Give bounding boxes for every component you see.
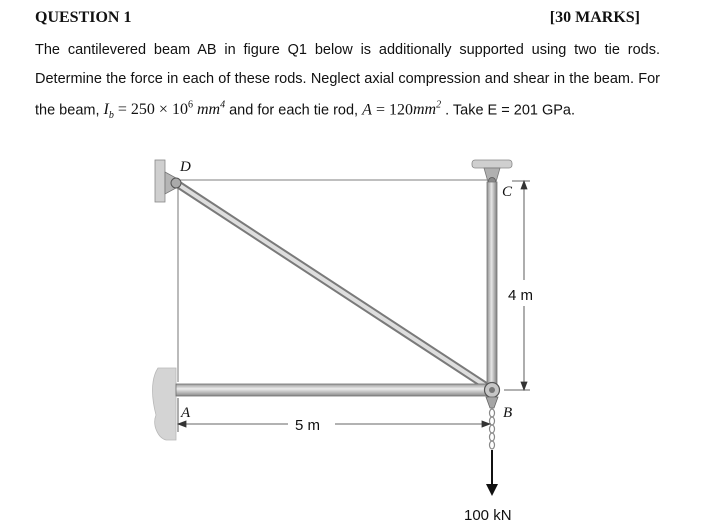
beam-ab — [176, 384, 494, 396]
question-marks: [30 MARKS] — [549, 9, 640, 26]
pin-d — [171, 178, 181, 188]
ceiling-support-c — [472, 160, 512, 185]
dimension-5m-label: 5 m — [295, 417, 321, 434]
load-chain — [490, 409, 495, 449]
area-unit: $mm^2$ — [412, 100, 442, 119]
question-title: QUESTION 1 — [35, 9, 132, 26]
label-b: B — [503, 405, 513, 421]
text-rod-intro: and for each tie rod, — [229, 102, 359, 119]
wall-support-a — [153, 368, 177, 440]
label-d: D — [180, 159, 191, 175]
text-line-1: The cantilevered beam AB in figure Q1 below is additionally supported using two tie rods. — [35, 42, 660, 58]
text-modulus: . Take E = 201 GPa. — [445, 102, 576, 119]
text-line-2: Determine the force in each of these rods. Neglect axial compression and shear in the beam. For — [35, 71, 660, 87]
area-value: = 120 — [375, 101, 413, 119]
label-a: A — [181, 405, 191, 421]
label-c: C — [502, 184, 513, 200]
hanger-b — [486, 397, 498, 408]
ib-symbol: $I_b$ — [103, 101, 114, 122]
dimension-horizontal — [178, 398, 490, 432]
dimension-vertical — [504, 181, 530, 390]
load-label: 100 kN — [464, 507, 512, 524]
dimension-4m-label: 4 m — [508, 287, 534, 304]
ib-unit: $mm^4$ — [196, 100, 226, 119]
tie-rod-cb — [487, 182, 497, 386]
text-beam-intro: the beam, — [35, 102, 100, 119]
ib-value: = $250 \times 10^6$ — [117, 100, 193, 119]
area-symbol: A — [362, 101, 372, 119]
load-arrow-head — [486, 484, 498, 496]
